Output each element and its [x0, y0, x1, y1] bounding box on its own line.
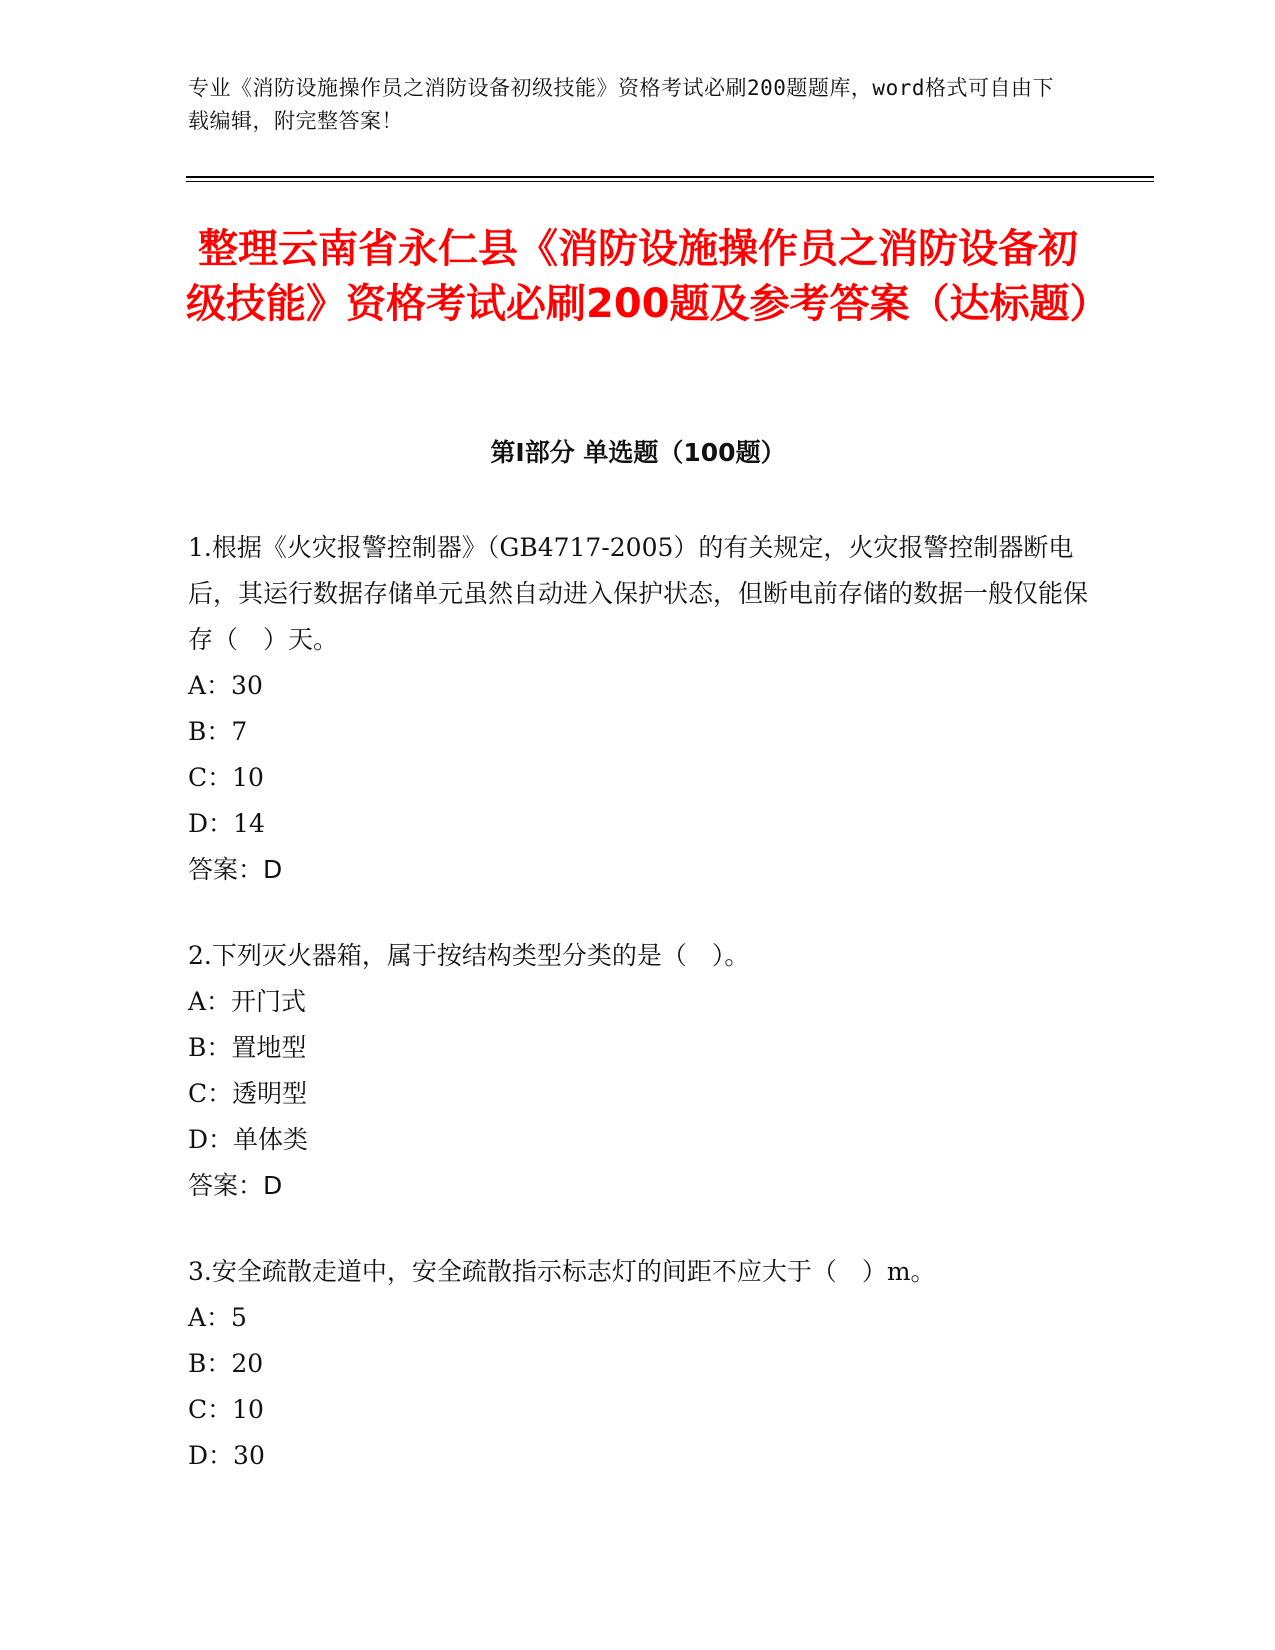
header-note: 专业《消防设施操作员之消防设备初级技能》资格考试必刷200题题库，word格式可自由下载编辑，附完整答案！ — [188, 76, 1054, 133]
header-divider-thick — [186, 176, 1154, 178]
option-c: C：10 — [188, 763, 264, 792]
question-2 — [188, 933, 1088, 1209]
question-text: 3.安全疏散走道中，安全疏散指示标志灯的间距不应大于（ ）m。 — [188, 1257, 936, 1286]
answer-line: 答案：D — [188, 1171, 283, 1200]
option-a: A：开门式 — [188, 987, 307, 1016]
question-1 — [188, 525, 1088, 893]
question-text: 1.根据《火灾报警控制器》（GB4717-2005）的有关规定，火灾报警控制器断电后，其运行数据存储单元虽然自动进入保护状态，但断电前存储的数据一般仅能保存（ ）天。 — [188, 533, 1089, 654]
option-b: B：置地型 — [188, 1033, 307, 1062]
option-d: D：单体类 — [188, 1125, 309, 1154]
option-b: B：20 — [188, 1349, 264, 1378]
answer-line: 答案：D — [188, 855, 283, 884]
question-3 — [188, 1249, 1088, 1479]
option-a: A：30 — [188, 671, 263, 700]
option-c: C：透明型 — [188, 1079, 308, 1108]
option-a: A：5 — [188, 1303, 247, 1332]
option-b: B：7 — [188, 717, 248, 746]
option-c: C：10 — [188, 1395, 264, 1424]
option-d: D：14 — [188, 809, 265, 838]
question-text: 2.下列灭火器箱，属于按结构类型分类的是（ ）。 — [188, 941, 750, 970]
document-title: 整理云南省永仁县《消防设施操作员之消防设备初级技能》资格考试必刷200题及参考答案（达标题） — [186, 226, 1110, 327]
question-list — [188, 525, 1088, 1479]
section-title: 第Ⅰ部分 单选题（100题） — [490, 438, 786, 467]
option-d: D：30 — [188, 1441, 265, 1470]
header-divider-thin — [186, 181, 1154, 182]
